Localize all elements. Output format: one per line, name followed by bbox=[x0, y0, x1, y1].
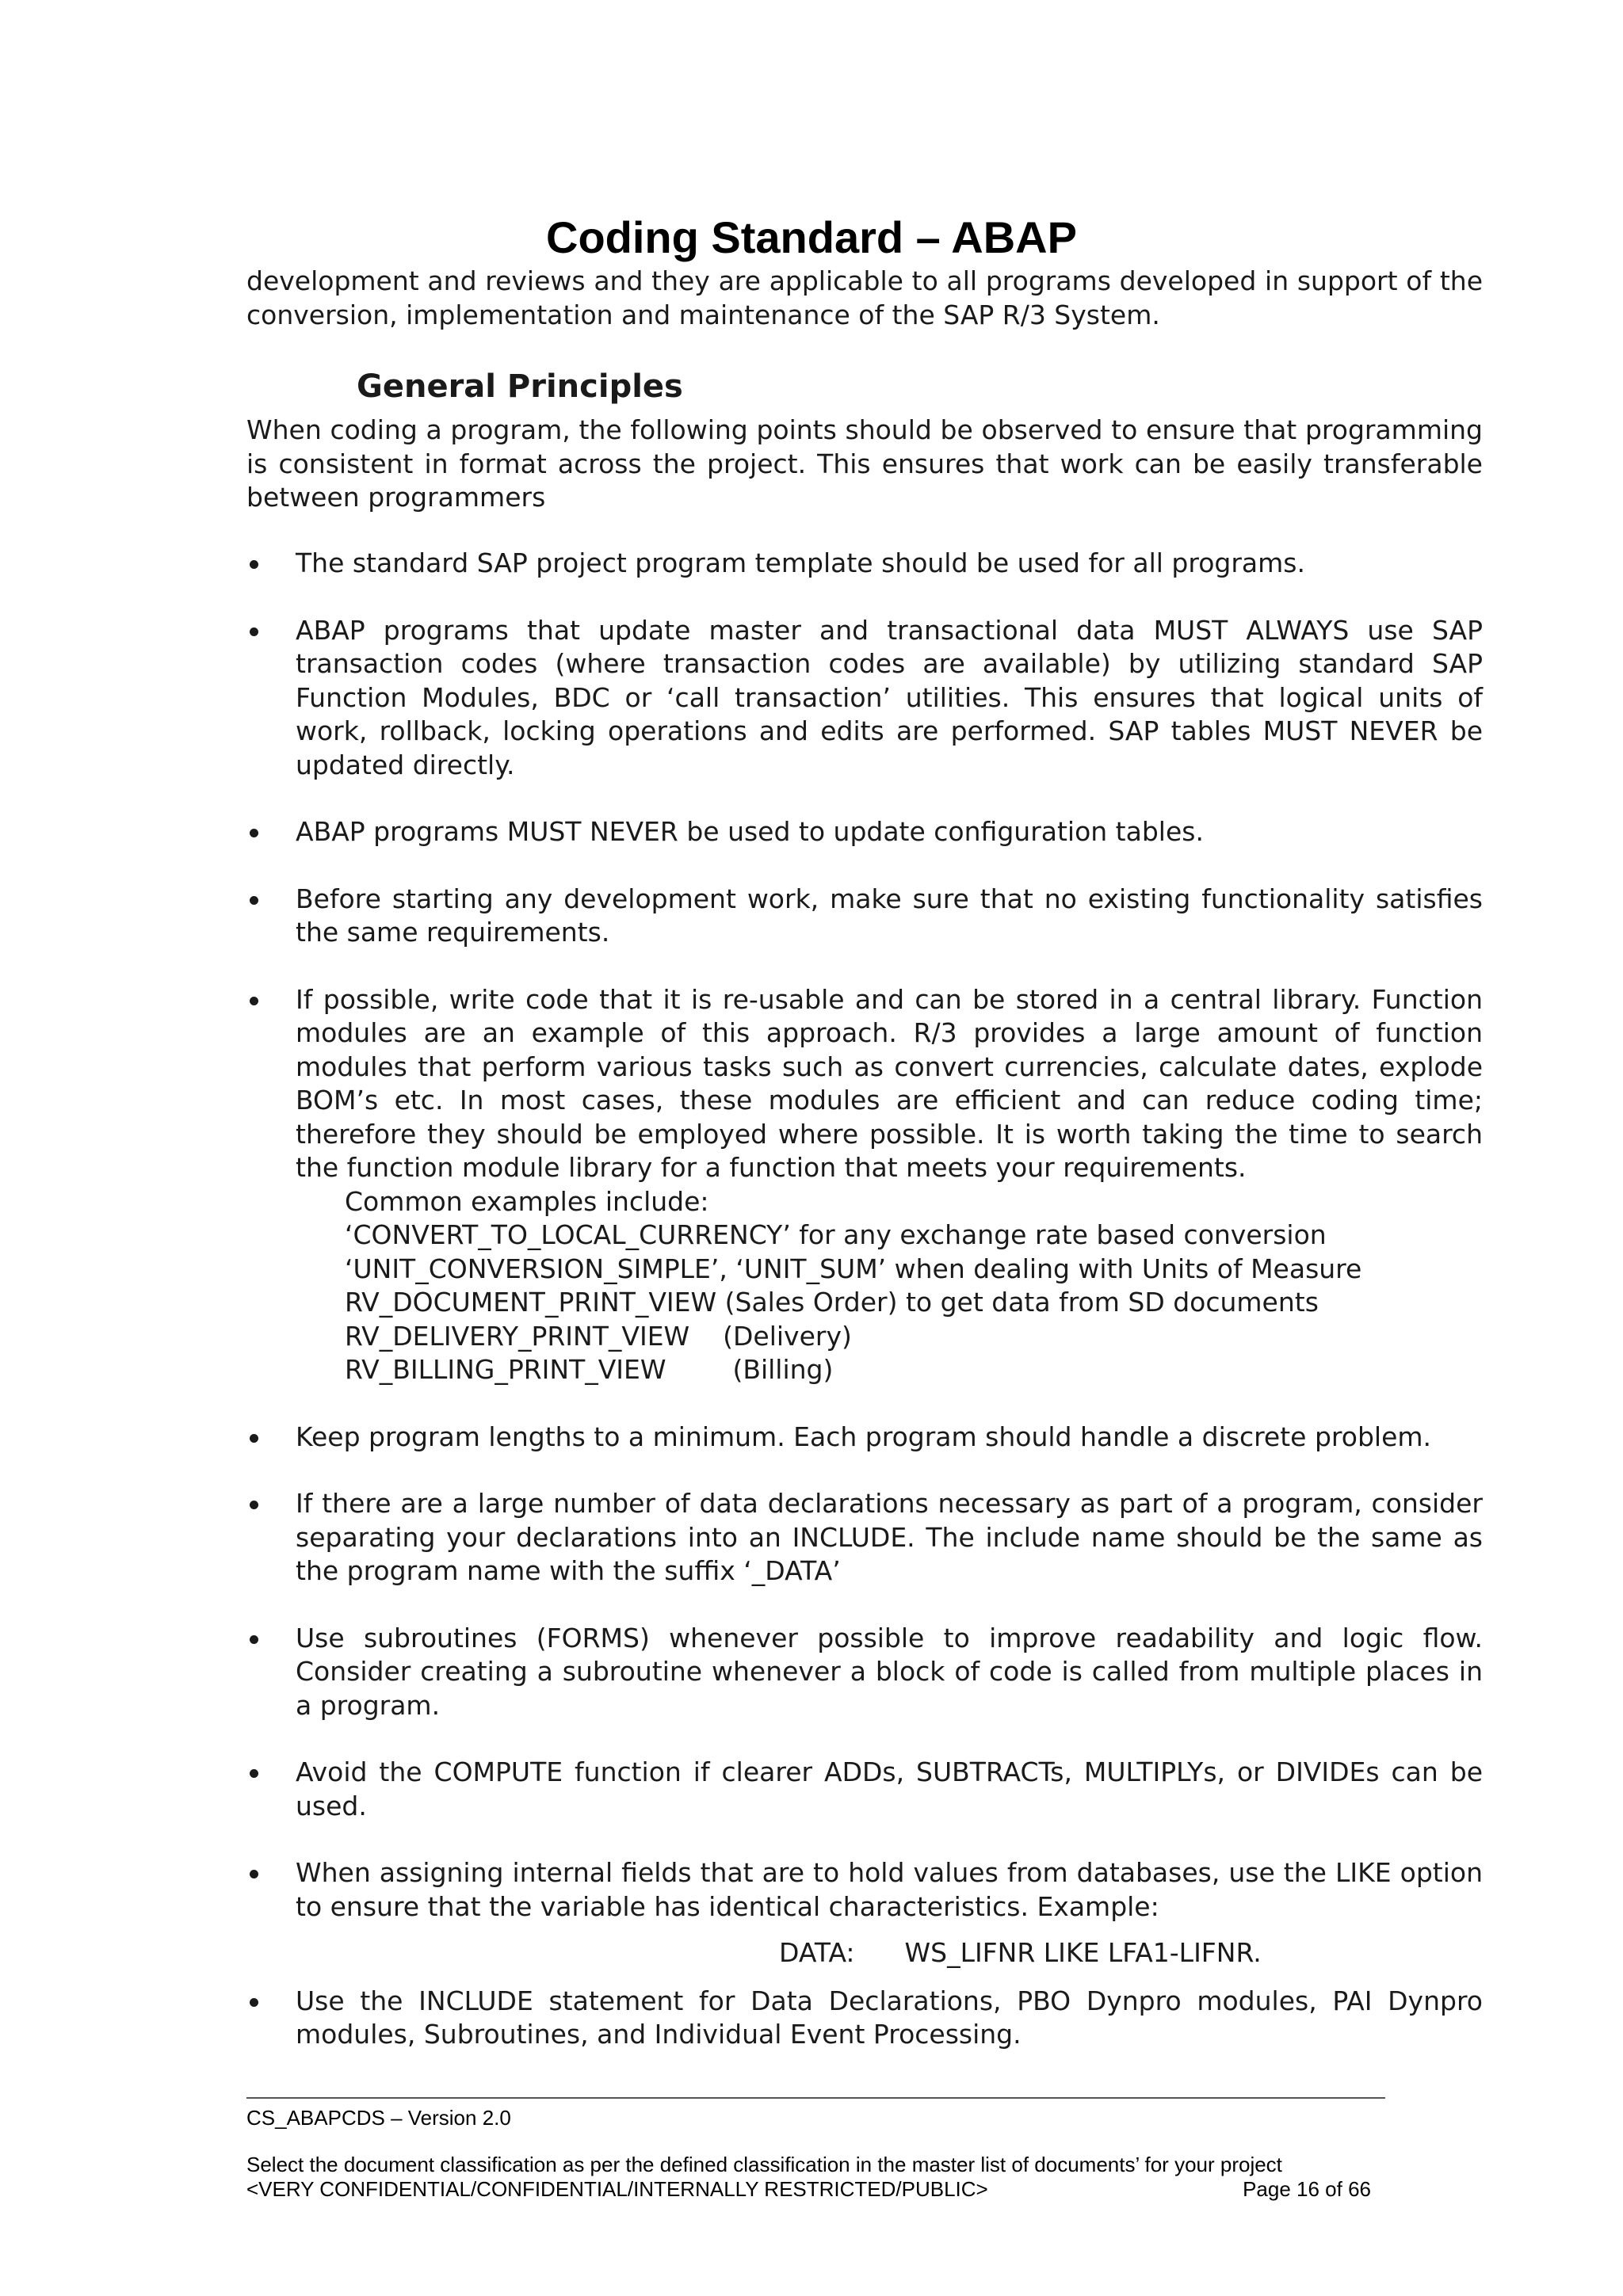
bullet-icon bbox=[250, 627, 258, 636]
example-line: RV_DOCUMENT_PRINT_VIEW (Sales Order) to get data from SD documents bbox=[345, 1287, 1319, 1318]
bullet-icon bbox=[250, 896, 258, 905]
page-number: Page 16 of 66 bbox=[1243, 2177, 1371, 2201]
principles-list bbox=[246, 547, 1483, 2052]
list-item-text: When assigning internal fields that are to hold values from databases, use the LIKE option to ensure that the variable has identical characteristics. Example: bbox=[296, 1857, 1483, 1922]
list-item bbox=[246, 1487, 1483, 1589]
list-item-text: ABAP programs that update master and transactional data MUST ALWAYS use SAP transaction codes (where transaction codes are available) by utilizing standard SAP Function Modules, BDC or ‘call transaction’ utilities. This ensures that logical units of work, rollback, locking operations and edits are performed. SAP tables MUST NEVER be updated directly. bbox=[296, 614, 1483, 780]
function-module-examples bbox=[296, 1185, 1483, 1387]
list-item bbox=[246, 815, 1483, 849]
bullet-icon bbox=[250, 997, 258, 1005]
list-item-text: The standard SAP project program template should be used for all programs. bbox=[296, 547, 1305, 578]
list-item bbox=[246, 1985, 1483, 2052]
list-item bbox=[246, 547, 1483, 581]
list-item-text: Use the INCLUDE statement for Data Declarations, PBO Dynpro modules, PAI Dynpro modules, Subroutines, and Individual Event Processing. bbox=[296, 1985, 1483, 2050]
list-item-text: Use subroutines (FORMS) whenever possible to improve readability and logic flow. Consider creating a subroutine whenever a block of code is called from multiple places in a program. bbox=[296, 1622, 1483, 1721]
footer-classification: Select the document classification as per the defined classification in the master list of documents’ for your project bbox=[246, 2153, 1282, 2176]
list-item bbox=[246, 883, 1483, 950]
code-example: DATA: WS_LIFNR LIKE LFA1-LIFNR. bbox=[779, 1937, 1262, 1968]
bullet-icon bbox=[250, 1434, 258, 1443]
intro-paragraph: development and reviews and they are applicable to all programs developed in support of the conversion, implementation and maintenance of the SAP R/3 System. bbox=[246, 265, 1483, 330]
footer-divider bbox=[246, 2097, 1385, 2099]
list-item bbox=[246, 1756, 1483, 1823]
bullet-icon bbox=[250, 1769, 258, 1778]
footer-confidentiality-row bbox=[246, 2177, 1385, 2201]
list-item-text: ABAP programs MUST NEVER be used to update configuration tables. bbox=[296, 816, 1204, 847]
list-item bbox=[246, 983, 1483, 1387]
list-item bbox=[246, 1622, 1483, 1723]
list-item-text: Avoid the COMPUTE function if clearer ADDs, SUBTRACTs, MULTIPLYs, or DIVIDEs can be used. bbox=[296, 1756, 1483, 1821]
list-item-text: Before starting any development work, make sure that no existing functionality satisfies the same requirements. bbox=[296, 883, 1483, 948]
list-item-text: Keep program lengths to a minimum. Each program should handle a discrete problem. bbox=[296, 1421, 1432, 1452]
footer-version: CS_ABAPCDS – Version 2.0 bbox=[246, 2106, 511, 2130]
footer-confidentiality: <VERY CONFIDENTIAL/CONFIDENTIAL/INTERNALLY RESTRICTED/PUBLIC> bbox=[246, 2177, 988, 2201]
list-item bbox=[246, 1856, 1483, 1924]
bullet-icon bbox=[250, 560, 258, 569]
bullet-icon bbox=[250, 1501, 258, 1509]
section-heading: General Principles bbox=[357, 368, 683, 405]
bullet-icon bbox=[250, 1998, 258, 2007]
bullet-icon bbox=[250, 829, 258, 837]
page-header-title: Coding Standard – ABAP bbox=[546, 212, 1077, 262]
list-item bbox=[246, 1421, 1483, 1455]
bullet-icon bbox=[250, 1870, 258, 1878]
example-line: ‘UNIT_CONVERSION_SIMPLE’, ‘UNIT_SUM’ when dealing with Units of Measure bbox=[345, 1253, 1362, 1284]
data-declaration-example bbox=[246, 1936, 1483, 1970]
example-line: RV_BILLING_PRINT_VIEW (Billing) bbox=[345, 1354, 834, 1385]
section-intro-paragraph: When coding a program, the following points should be observed to ensure that programming is consistent in format across the project. This ensures that work can be easily transferable between programmers bbox=[246, 414, 1483, 513]
list-item bbox=[246, 614, 1483, 783]
bullet-icon bbox=[250, 1635, 258, 1644]
list-item-text: If possible, write code that it is re-usable and can be stored in a central library. Function modules are an example of this approach. R/3 provides a large amount of function modules that perform various tasks such as convert currencies, calculate dates, explode BOM’s etc. In most cases, these modules are efficient and can reduce coding time; therefore they should be employed where possible. It is worth taking the time to search the function module library for a function that meets your requirements. bbox=[296, 983, 1483, 1183]
examples-intro: Common examples include: bbox=[345, 1185, 709, 1217]
example-line: RV_DELIVERY_PRINT_VIEW (Delivery) bbox=[345, 1320, 852, 1352]
list-item-text: If there are a large number of data declarations necessary as part of a program, consider separating your declarations into an INCLUDE. The include name should be the same as the program name with the suffix ‘_DATA’ bbox=[296, 1488, 1483, 1586]
example-line: ‘CONVERT_TO_LOCAL_CURRENCY’ for any exchange rate based conversion bbox=[345, 1219, 1327, 1250]
